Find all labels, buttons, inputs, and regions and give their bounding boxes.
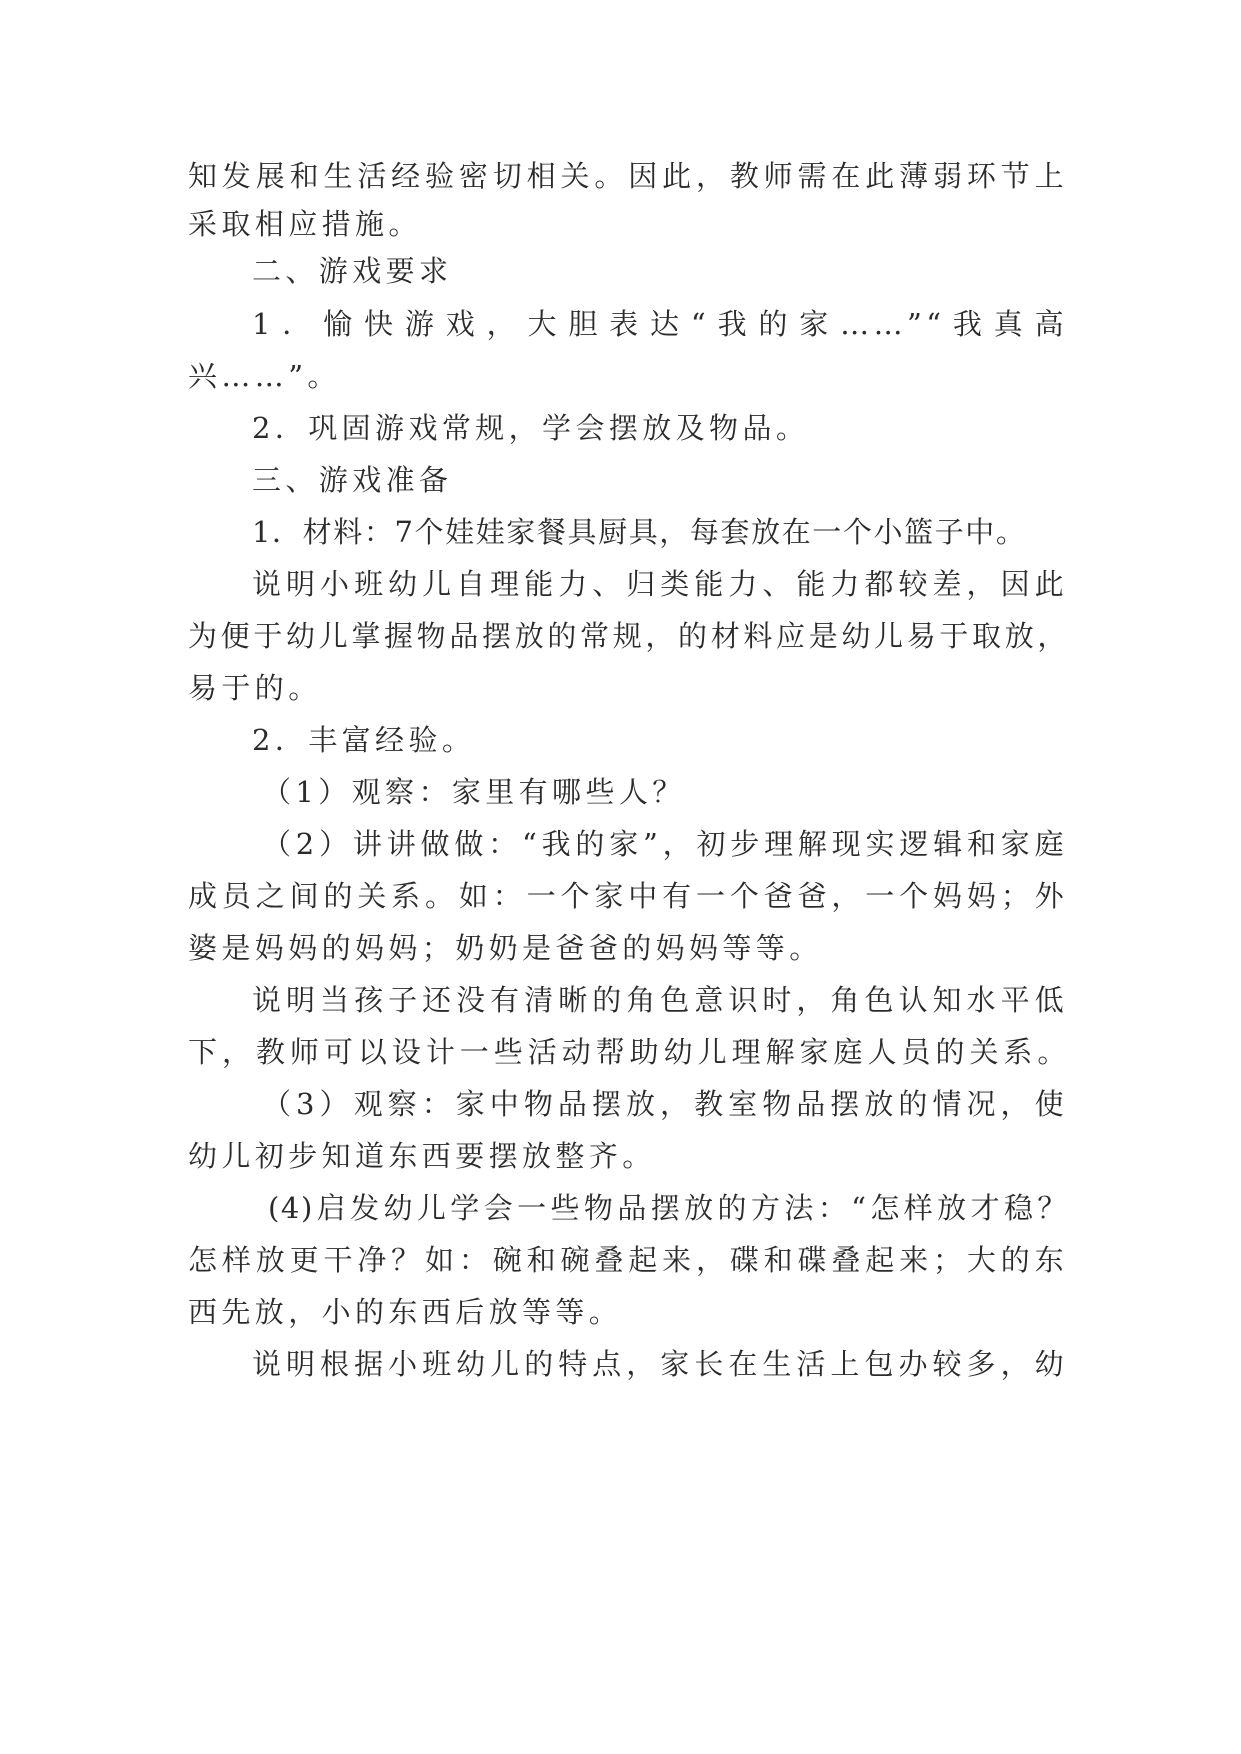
text-line: 易于的。 — [188, 671, 322, 705]
text-line: 婆是妈妈的妈妈；奶奶是爸爸的妈妈等等。 — [188, 931, 823, 965]
text-line: 1．愉快游戏，大胆表达“我的家……”“我真高 — [252, 307, 1068, 341]
text-line: 怎样放更干净？如：碗和碗叠起来，碟和碟叠起来；大的东 — [188, 1243, 1068, 1277]
text-line: 西先放，小的东西后放等等。 — [188, 1295, 623, 1329]
text-line: (4)启发幼儿学会一些物品摆放的方法：“怎样放才稳？ — [268, 1191, 1068, 1225]
text-line: 1．材料：7个娃娃家餐具厨具，每套放在一个小篮子中。 — [252, 515, 1027, 549]
text-line: 2．巩固游戏常规，学会摆放及物品。 — [252, 411, 810, 445]
text-line: 2．丰富经验。 — [252, 723, 476, 757]
text-line: （1）观察：家里有哪些人？ — [262, 775, 686, 809]
text-line: 兴……”。 — [188, 359, 341, 393]
text-line: 说明根据小班幼儿的特点，家长在生活上包办较多，幼 — [252, 1347, 1068, 1381]
text-line: （2）讲讲做做：“我的家”，初步理解现实逻辑和家庭 — [262, 827, 1068, 861]
text-line: 为便于幼儿掌握物品摆放的常规，的材料应是幼儿易于取放， — [188, 619, 1068, 653]
section-heading: 二、游戏要求 — [252, 254, 453, 288]
section-heading: 三、游戏准备 — [252, 463, 453, 497]
text-line: 说明小班幼儿自理能力、归类能力、能力都较差，因此 — [252, 567, 1068, 601]
text-line: 知发展和生活经验密切相关。因此，教师需在此薄弱环节上 — [188, 159, 1068, 193]
text-line: 采取相应措施。 — [188, 207, 422, 241]
text-line: 幼儿初步知道东西要摆放整齐。 — [188, 1139, 656, 1173]
text-line: 说明当孩子还没有清晰的角色意识时，角色认知水平低 — [252, 983, 1068, 1017]
text-line: 成员之间的关系。如：一个家中有一个爸爸，一个妈妈；外 — [188, 879, 1068, 913]
text-line: 下，教师可以设计一些活动帮助幼儿理解家庭人员的关系。 — [188, 1035, 1068, 1069]
text-line: （3）观察：家中物品摆放，教室物品摆放的情况，使 — [262, 1087, 1068, 1121]
